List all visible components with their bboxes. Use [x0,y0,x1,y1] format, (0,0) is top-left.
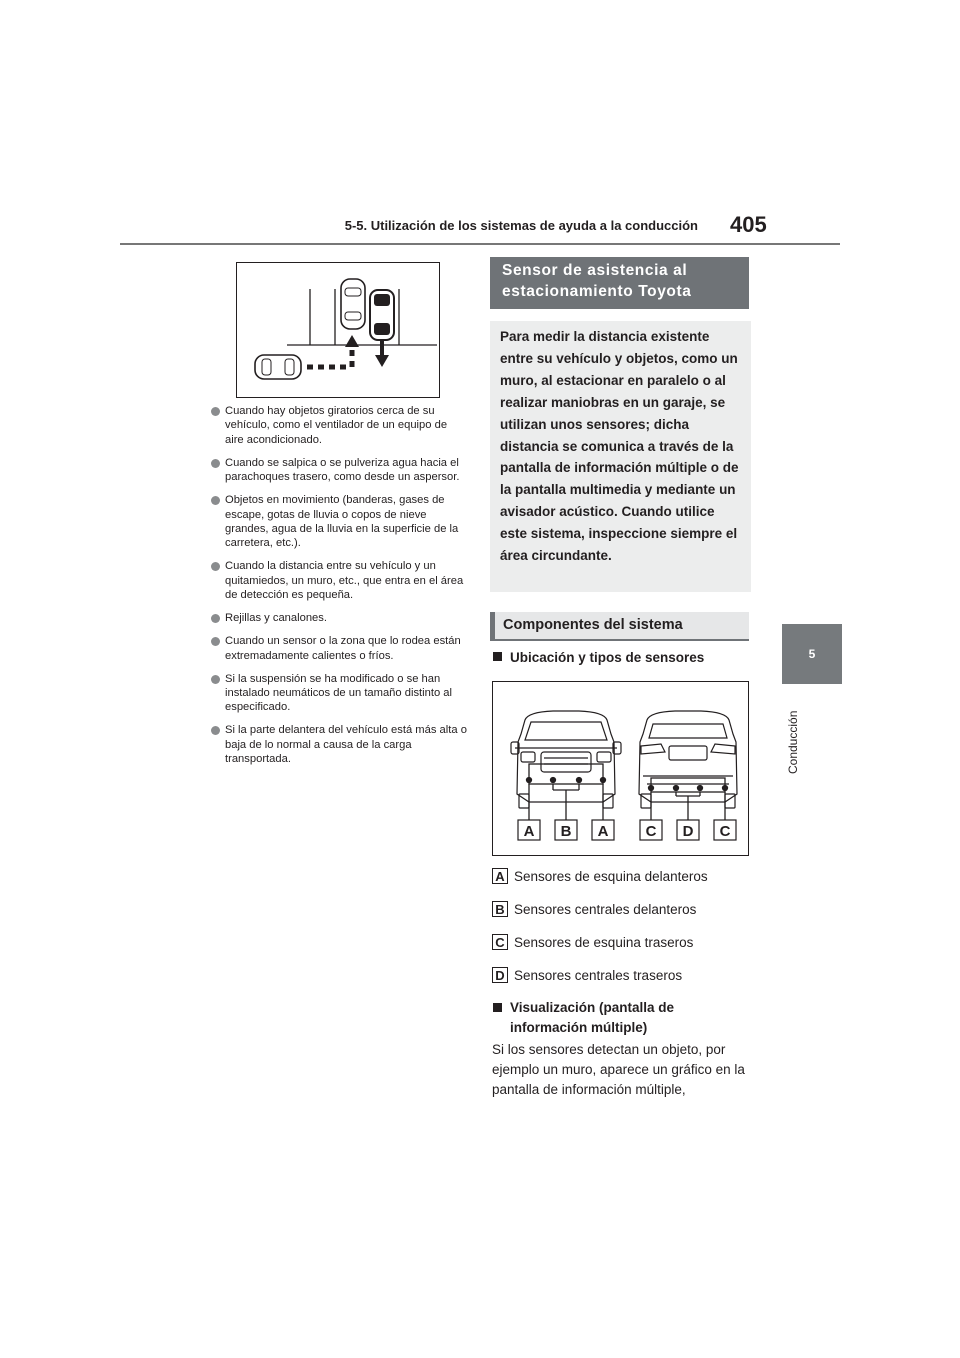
list-item: Objetos en movimiento (banderas, gases de escape, gotas de lluvia o copos de nieve grandes, agua de la lluvia en la superficie de la carretera, etc.). [210,493,468,551]
parking-illustration [236,262,440,398]
car-outline-icon [341,279,365,329]
chapter-tab [782,624,842,684]
figure-label-boxes [518,820,736,840]
running-header: 5-5. Utilización de los sistemas de ayuda a la conducción [344,218,698,233]
list-item: Cuando hay objetos giratorios cerca de su vehículo, como el ventilador de un equipo de aire acondicionado. [210,404,468,447]
list-item: Rejillas y canalones. [210,611,468,625]
figure-label-b: B [560,823,572,840]
legend-key: C [492,934,508,950]
sensor-location-figure [492,681,749,856]
list-item: Si la parte delantera del vehículo está más alta o baja de lo normal a causa de la carga transportada. [210,723,468,766]
section-title-line2: estacionamiento Toyota [502,283,692,300]
subheading-sensor-location [493,648,704,668]
arrow-up-icon [345,335,359,347]
list-item: Cuando se salpica o se pulveriza agua hacia el parachoques trasero, como desde un aspersor. [210,456,468,485]
bullet-list [210,404,468,775]
sensor-diagram [493,682,748,855]
chapter-label [786,694,800,774]
list-item: Cuando un sensor o la zona que lo rodea están extremadamente calientes o fríos. [210,634,468,663]
legend-text: Sensores centrales delanteros [514,901,697,917]
legend-key: A [492,868,508,884]
parking-diagram [237,263,439,397]
section-heading-band [490,257,749,309]
section-title-line1: Sensor de asistencia al [502,262,688,279]
components-heading: Componentes del sistema [490,612,749,641]
arrow-down-icon [375,355,389,367]
chapter-label-text: Conducción [786,710,800,774]
car-rear-icon [639,711,737,808]
subheading-text: Visualización (pantalla de información múltiple) [510,1000,675,1035]
legend-item [492,866,708,886]
legend-item [492,965,682,985]
figure-label-d: D [682,823,694,840]
list-item: Si la suspensión se ha modificado o se han instalado neumáticos de un tamaño distinto al especificado. [210,672,468,715]
intro-box: Para medir la distancia existente entre su vehículo y objetos, como un muro, al estacionar en paralelo o al realizar maniobras en un garaje, se utilizan unos sensores; dicha distancia se comunica a través de la pantalla de información múltiple o de la pantalla multimedia y mediante un avisador acústico. Cuando utilice este sistema, inspeccione siempre el área circundante. [490,321,751,592]
legend-text: Sensores de esquina traseros [514,934,694,950]
figure-label-a-left: A [523,823,535,840]
legend-key: D [492,967,508,983]
chapter-number: 5 [808,647,816,661]
page-number: 405 [730,212,767,237]
car-approaching-icon [255,355,301,379]
car-dark-icon [370,290,394,340]
subheading-display [493,998,751,1038]
body-paragraph: Si los sensores detectan un objeto, por ejemplo un muro, aparece un gráfico en la pantalla de información múltiple, [492,1042,745,1097]
legend-key: B [492,901,508,917]
figure-label-c-right: C [719,823,731,840]
legend-item [492,932,693,952]
square-bullet-icon [493,1003,502,1012]
legend-item [492,899,696,919]
square-bullet-icon [493,652,502,661]
list-item: Cuando la distancia entre su vehículo y un quitamiedos, un muro, etc., que entra en el área de detección es pequeña. [210,559,468,602]
subheading-text: Ubicación y tipos de sensores [510,650,705,665]
legend-text: Sensores centrales traseros [514,967,683,983]
header-rule [120,243,840,245]
legend-text: Sensores de esquina delanteros [514,868,708,884]
figure-label-a-right: A [597,823,609,840]
figure-label-c-left: C [645,823,657,840]
